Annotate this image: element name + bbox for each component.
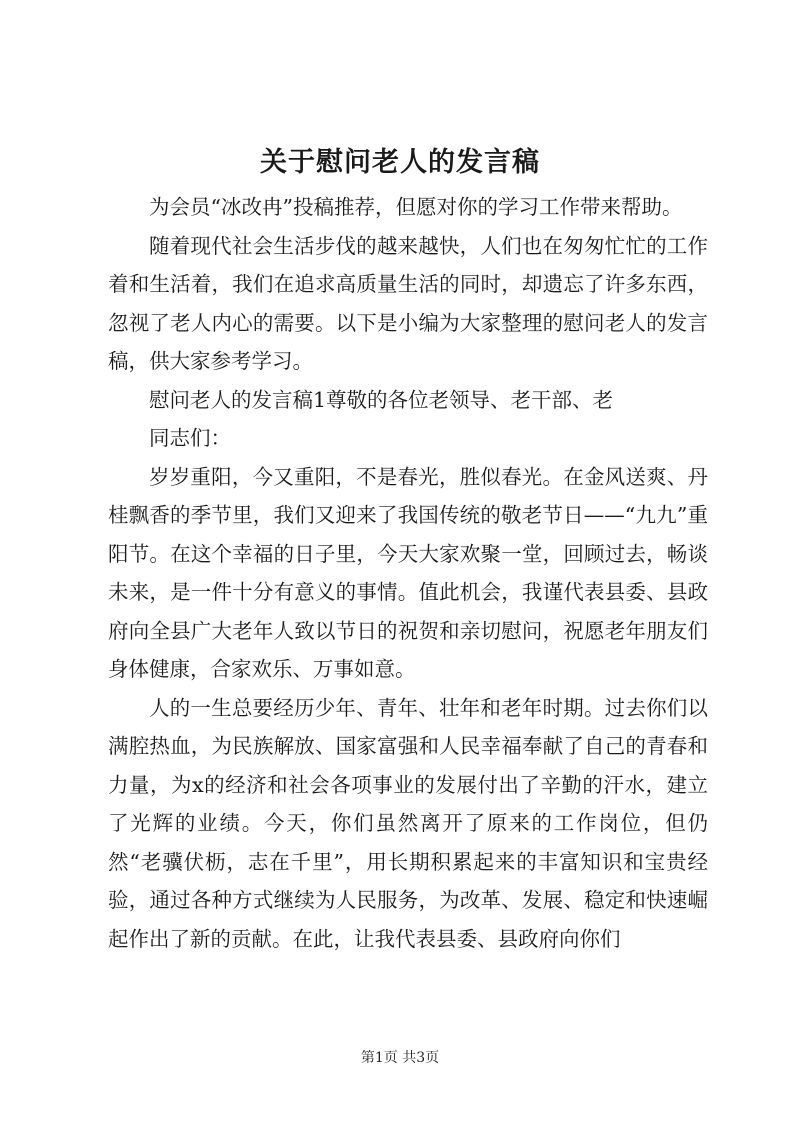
page-footer: 第1页 共3页 (360, 1050, 440, 1066)
document-title: 关于慰问老人的发言稿 (260, 147, 540, 178)
paragraph-intro: 为会员“冰改冉”投稿推荐，但愿对你的学习工作带来帮助。 (149, 195, 683, 219)
paragraph-speech-heading: 慰问老人的发言稿1尊敬的各位老领导、老干部、老 (149, 387, 614, 412)
paragraph-chongyang: 岁岁重阳，今又重阳，不是春光，胜似春光。在金风送爽、丹桂飘香的季节里，我们又迎来了我国传统的敬老节日——“九九”重阳节。在这个幸福的日子里，今天大家欢聚一堂，回顾过去，畅谈未来，是一件十分有意义的事情。值此机会，我谨代表县委、县政府向全县广大老年人致以节日的祝贺和亲切慰问，祝愿老年朋友们身体健康，合家欢乐、万事如意。 (108, 464, 708, 681)
paragraph-life-stages: 人的一生总要经历少年、青年、壮年和老年时期。过去你们以满腔热血，为民族解放、国家富强和人民幸福奉献了自己的青春和力量，为x的经济和社会各项事业的发展付出了辛勤的汗水，建立了光辉的业绩。今天，你们虽然离开了原来的工作岗位，但仍然“老骥伏枥，志在千里”，用长期积累起来的丰富知识和宝贵经验，通过各种方式继续为人民服务，为改革、发展、稳定和快速崛起作出了新的贡献。在此，让我代表县委、县政府向你们 (108, 695, 708, 951)
document-body (108, 188, 708, 958)
paragraph-salutation: 同志们： (149, 426, 231, 450)
paragraph-preface: 随着现代社会生活步伐的越来越快，人们也在匆匆忙忙的工作着和生活着，我们在追求高质量生活的同时，却遗忘了许多东西，忽视了老人内心的需要。以下是小编为大家整理的慰问老人的发言稿，供大家参考学习。 (108, 233, 708, 373)
